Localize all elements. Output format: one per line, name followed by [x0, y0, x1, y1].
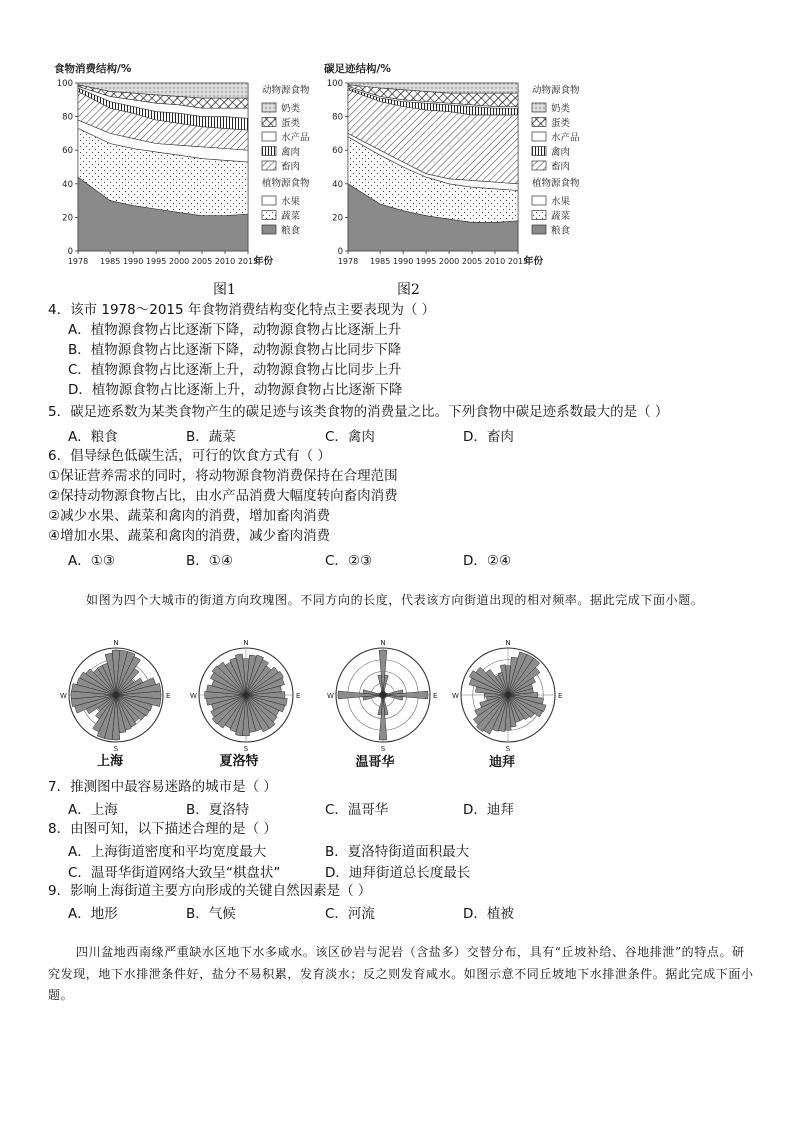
legend-swatch-aquatic — [262, 132, 276, 141]
question-9-option-a[interactable]: A．地形 — [68, 906, 118, 922]
question-6-option-c[interactable]: C．②③ — [325, 553, 373, 569]
legend-swatch-vegetables — [262, 211, 276, 220]
question-8-option-c[interactable]: C．温哥华街道网络大致呈“棋盘状” — [68, 865, 281, 881]
legend-swatch-fruit — [262, 196, 276, 205]
question-8-stem: 8．由图可知，以下描述合理的是（ ） — [48, 821, 277, 837]
compass-n: N — [505, 639, 511, 647]
legend-swatch-eggs — [262, 118, 276, 127]
question-8-option-d[interactable]: D．迪拜街道总长度最长 — [325, 865, 471, 881]
legend-label-aquatic: 水产品 — [281, 132, 310, 144]
legend-label-vegetables: 蔬菜 — [551, 211, 571, 222]
y-tick-label: 100 — [326, 79, 343, 89]
legend-swatch-poultry — [532, 147, 546, 156]
x-tick-label: 1978 — [337, 257, 359, 266]
x-tick-label: 2000 — [438, 257, 460, 266]
compass-w: W — [190, 692, 197, 700]
question-6-statement-2: ②保持动物源食物占比，由水产品消费大幅度转向畜肉消费 — [48, 488, 398, 504]
legend-swatch-dairy — [262, 103, 276, 112]
compass-n: N — [113, 639, 119, 647]
question-6-statement-4: ④增加水果、蔬菜和禽肉的消费，减少畜肉消费 — [48, 528, 331, 544]
rose-diagram-intro-text: 如图为四个大城市的街道方向玫瑰图。不同方向的长度，代表该方向街道出现的相对频率。据此完成下面小题。 — [86, 593, 704, 607]
y-tick-label: 0 — [67, 247, 73, 257]
question-6-option-b[interactable]: B．①④ — [186, 553, 233, 569]
legend-swatch-livestock-meat — [532, 161, 546, 170]
y-tick-label: 60 — [332, 146, 343, 157]
question-5-option-b[interactable]: B．蔬菜 — [186, 429, 236, 445]
question-6-statement-1: ①保证营养需求的同时，将动物源食物消费保持在合理范围 — [48, 468, 398, 484]
question-5-option-c[interactable]: C．禽肉 — [325, 429, 375, 445]
x-tick-label: 2005 — [461, 257, 483, 266]
question-6-option-a[interactable]: A．①③ — [68, 553, 115, 569]
y-tick-label: 20 — [332, 213, 343, 224]
x-tick-label: 2000 — [168, 257, 190, 266]
question-9-option-d[interactable]: D．植被 — [463, 906, 514, 922]
figure-1-caption: 图1 — [213, 282, 236, 298]
legend-swatch-grain — [532, 225, 546, 234]
x-tick-label: 1990 — [122, 257, 144, 266]
legend-label-eggs: 蛋类 — [551, 118, 571, 129]
chart-title: 碳足迹结构/% — [324, 63, 391, 75]
legend-swatch-aquatic — [532, 132, 546, 141]
question-9-stem: 9．影响上海街道主要方向形成的关键自然因素是（ ） — [48, 883, 372, 899]
x-tick-label: 2010 — [214, 257, 236, 266]
compass-s: S — [113, 745, 119, 753]
rose-shanghai — [60, 639, 170, 753]
rose-charlotte — [190, 639, 300, 753]
legend-label-poultry: 禽肉 — [281, 147, 301, 158]
legend-swatch-grain — [262, 225, 276, 234]
x-tick-label: 1995 — [415, 257, 437, 266]
question-7-stem: 7．推测图中最容易迷路的城市是（ ） — [48, 779, 277, 795]
legend-label-fruit: 水果 — [281, 196, 301, 208]
question-5-option-d[interactable]: D．畜肉 — [463, 429, 514, 445]
legend-plant-header: 植物源食物 — [532, 178, 580, 189]
question-8-option-a[interactable]: A．上海街道密度和平均宽度最大 — [68, 844, 267, 860]
x-tick-label: 1978 — [67, 257, 89, 266]
y-tick-label: 60 — [62, 146, 73, 157]
legend-label-grain: 粮食 — [551, 225, 571, 237]
compass-e: E — [558, 692, 563, 700]
question-7-option-b[interactable]: B．夏洛特 — [186, 802, 250, 818]
groundwater-intro — [48, 942, 754, 1007]
legend-label-poultry: 禽肉 — [551, 147, 571, 158]
question-7-option-c[interactable]: C．温哥华 — [325, 802, 389, 818]
y-tick-label: 40 — [62, 179, 73, 190]
legend-swatch-livestock-meat — [262, 161, 276, 170]
question-7-option-a[interactable]: A．上海 — [68, 802, 118, 818]
city-label-dubai: 迪拜 — [488, 755, 515, 770]
question-4-option-d[interactable]: D．植物源食物占比逐渐上升，动物源食物占比逐渐下降 — [68, 382, 403, 398]
chart-title: 食物消费结构/% — [54, 63, 132, 75]
compass-s: S — [505, 745, 511, 753]
compass-e: E — [433, 692, 438, 700]
food-consumption-chart — [52, 58, 314, 273]
compass-w: W — [60, 692, 67, 700]
y-tick-label: 0 — [337, 247, 343, 257]
x-tick-label: 2015 — [507, 257, 529, 266]
rose-diagram-intro — [48, 590, 754, 611]
legend-swatch-fruit — [532, 196, 546, 205]
question-4-option-c[interactable]: C．植物源食物占比逐渐上升，动物源食物占比同步上升 — [68, 362, 402, 378]
legend-swatch-eggs — [532, 118, 546, 127]
x-tick-label: 2005 — [191, 257, 213, 266]
x-tick-label: 1985 — [369, 257, 391, 266]
carbon-footprint-chart — [322, 58, 592, 273]
x-axis-unit: 年份 — [524, 256, 544, 267]
x-tick-label: 1990 — [392, 257, 414, 266]
compass-s: S — [380, 745, 386, 753]
legend-label-grain: 粮食 — [281, 225, 301, 237]
question-6-option-d[interactable]: D．②④ — [463, 553, 512, 569]
figure-2 — [322, 58, 592, 273]
x-tick-label: 1995 — [145, 257, 167, 266]
question-8-option-b[interactable]: B．夏洛特街道面积最大 — [325, 844, 470, 860]
question-6-stem: 6．倡导绿色低碳生活，可行的饮食方式有（ ） — [48, 448, 331, 464]
question-5-stem: 5．碳足迹系数为某类食物产生的碳足迹与该类食物的消费量之比。下列食物中碳足迹系数最大的是（ ） — [48, 404, 669, 420]
groundwater-intro-text: 四川盆地西南缘严重缺水区地下水多咸水。该区砂岩与泥岩（含盐多）交替分布，具有“丘坡补给、谷地排泄”的特点。研究发现，地下水排泄条件好，盐分不易积累，发育淡水；反之则发育咸水。如图示意不同丘坡地下水排泄条件。据此完成下面小题。 — [48, 945, 754, 1002]
legend-swatch-dairy — [532, 103, 546, 112]
x-tick-label: 2015 — [237, 257, 259, 266]
rose-vancouver — [327, 639, 437, 753]
question-7-option-d[interactable]: D．迪拜 — [463, 802, 514, 818]
y-tick-label: 100 — [56, 79, 73, 89]
compass-s: S — [243, 745, 249, 753]
legend-plant-header: 植物源食物 — [262, 178, 310, 189]
x-tick-label: 2010 — [484, 257, 506, 266]
compass-n: N — [243, 639, 249, 647]
figure-1 — [52, 58, 314, 273]
legend-label-aquatic: 水产品 — [551, 132, 580, 144]
y-tick-label: 40 — [332, 179, 343, 190]
legend-swatch-vegetables — [532, 211, 546, 220]
question-9-option-b[interactable]: B．气候 — [186, 906, 236, 922]
question-6-statement-3: ②减少水果、蔬菜和禽肉的消费，增加畜肉消费 — [48, 508, 331, 524]
y-tick-label: 80 — [332, 112, 343, 123]
question-5-option-a[interactable]: A．粮食 — [68, 429, 118, 445]
city-label-charlotte: 夏洛特 — [219, 754, 259, 769]
rose-dubai — [452, 639, 562, 753]
compass-e: E — [296, 692, 301, 700]
y-tick-label: 20 — [62, 213, 73, 224]
legend-label-dairy: 奶类 — [551, 103, 571, 115]
question-4-stem: 4．该市 1978～2015 年食物消费结构变化特点主要表现为（ ） — [48, 302, 436, 318]
city-label-shanghai: 上海 — [96, 754, 123, 769]
legend-label-eggs: 蛋类 — [281, 118, 301, 129]
compass-w: W — [452, 692, 459, 700]
compass-w: W — [327, 692, 334, 700]
y-tick-label: 80 — [62, 112, 73, 123]
legend-label-dairy: 奶类 — [281, 103, 301, 115]
x-tick-label: 1985 — [99, 257, 121, 266]
legend-animal-header: 动物源食物 — [532, 85, 580, 96]
legend-swatch-poultry — [262, 147, 276, 156]
legend-label-livestock-meat: 畜肉 — [551, 161, 571, 173]
question-4-option-a[interactable]: A．植物源食物占比逐渐下降，动物源食物占比逐渐上升 — [68, 322, 402, 338]
question-9-option-c[interactable]: C．河流 — [325, 906, 375, 922]
city-label-vancouver: 温哥华 — [355, 755, 395, 770]
figure-2-caption: 图2 — [397, 282, 420, 298]
legend-label-livestock-meat: 畜肉 — [281, 161, 301, 173]
street-orientation-roses — [50, 633, 670, 763]
compass-e: E — [166, 692, 171, 700]
legend-animal-header: 动物源食物 — [262, 85, 310, 96]
compass-n: N — [380, 639, 386, 647]
legend-label-vegetables: 蔬菜 — [281, 211, 301, 222]
question-4-option-b[interactable]: B．植物源食物占比逐渐下降，动物源食物占比同步下降 — [68, 342, 402, 358]
legend-label-fruit: 水果 — [551, 196, 571, 208]
x-axis-unit: 年份 — [254, 256, 274, 267]
